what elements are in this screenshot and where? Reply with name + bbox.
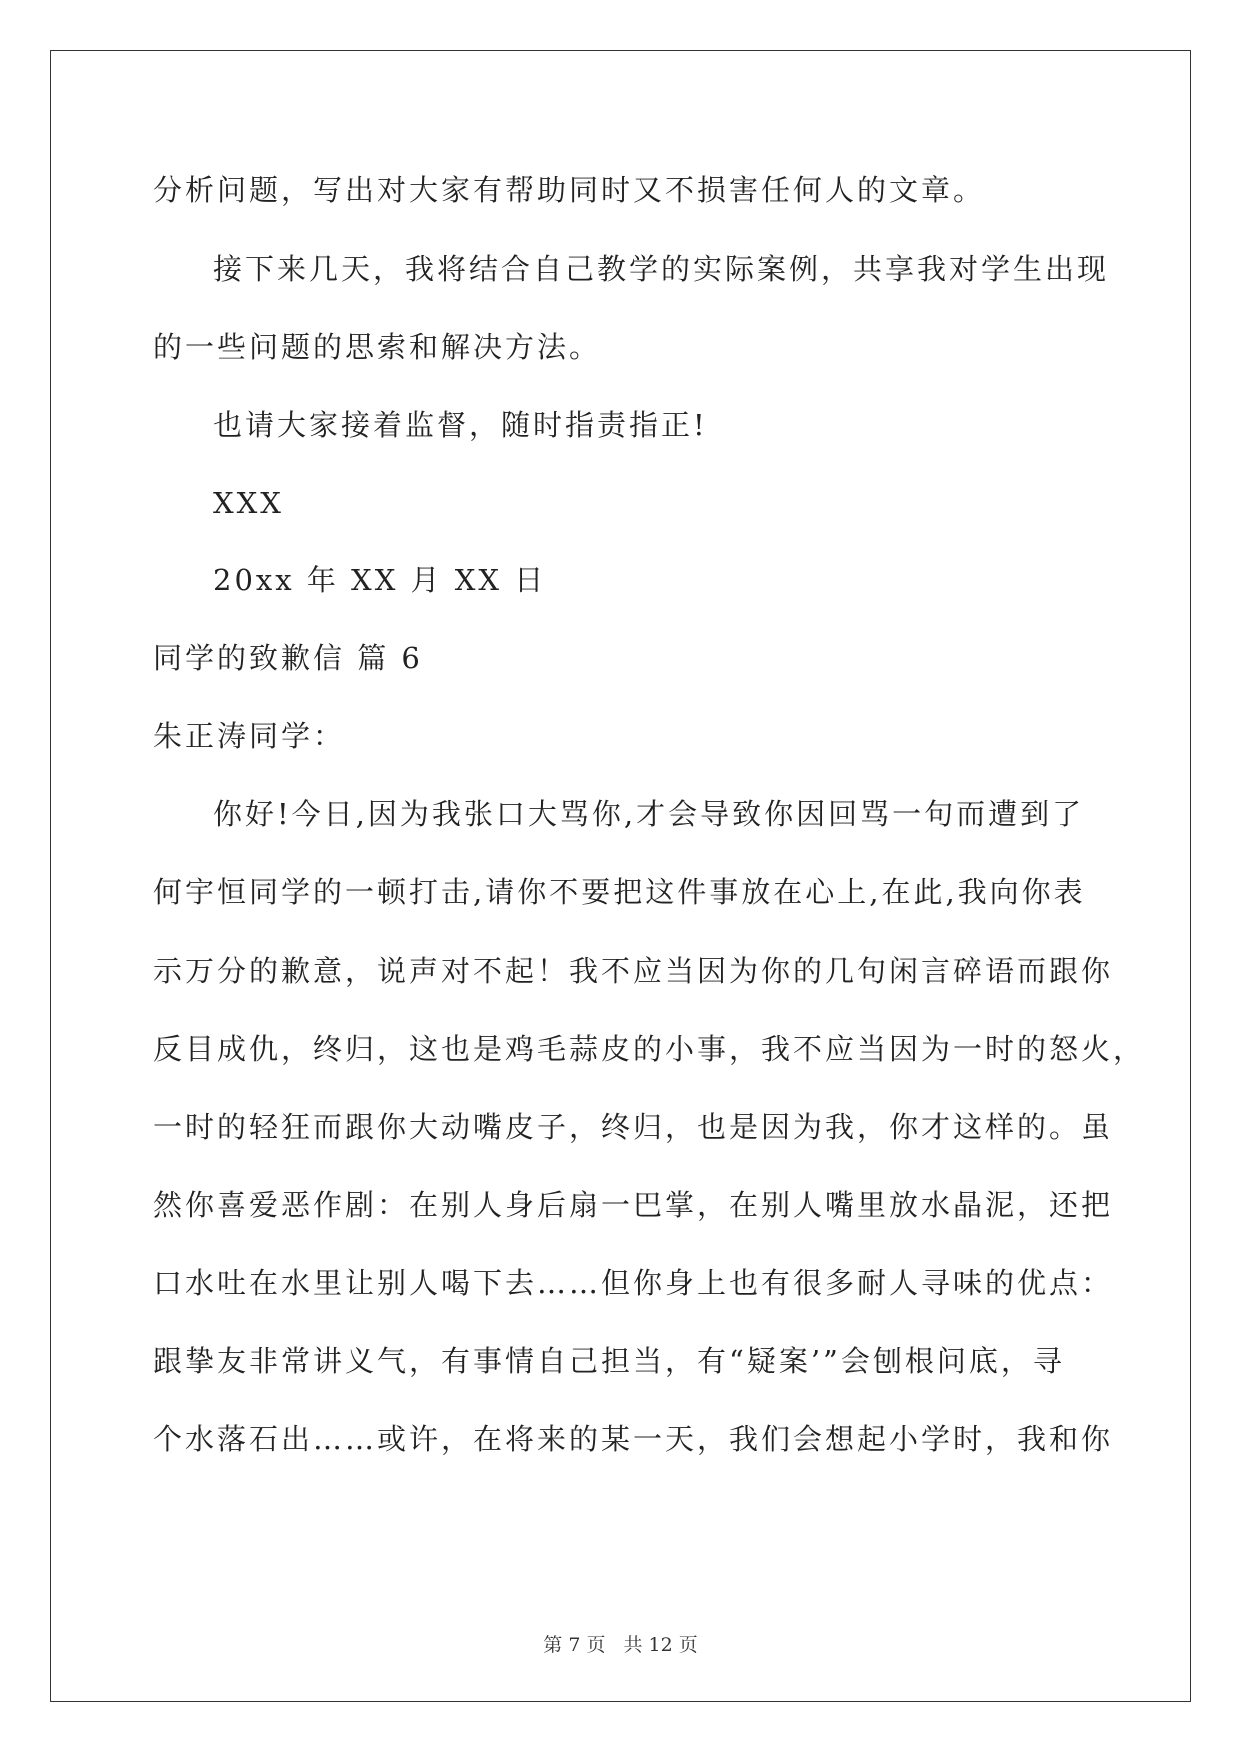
text-line: 跟挚友非常讲义气，有事情自己担当，有“疑案’”会刨根问底，寻 (153, 1344, 1065, 1378)
text-line: 示万分的歉意，说声对不起！我不应当因为你的几句闲言碎语而跟你 (153, 954, 1114, 988)
text-line: 反目成仇，终归，这也是鸡毛蒜皮的小事，我不应当因为一时的怒火， (153, 1032, 1146, 1066)
paragraph-line: 也请大家接着监督，随时指责指正! (213, 408, 708, 442)
text-line: 个水落石出……或许，在将来的某一天，我们会想起小学时，我和你 (153, 1422, 1114, 1456)
signature-name: XXX (213, 486, 284, 520)
text-line: 口水吐在水里让别人喝下去……但你身上也有很多耐人寻味的优点： (153, 1266, 1114, 1300)
text-line: 的一些问题的思索和解决方法。 (153, 330, 602, 364)
page-number-total: 共 12 页 (623, 1634, 698, 1656)
text-line: 然你喜爱恶作剧：在别人身后扇一巴掌，在别人嘴里放水晶泥，还把 (153, 1188, 1114, 1222)
paragraph-line: 接下来几天，我将结合自己教学的实际案例，共享我对学生出现 (213, 252, 1110, 286)
section-heading: 同学的致歉信 篇 6 (153, 641, 423, 675)
text-line: 何宇恒同学的一顿打击,请你不要把这件事放在心上,在此,我向你表 (153, 875, 1086, 909)
text-line: 一时的轻狂而跟你大动嘴皮子，终归，也是因为我，你才这样的。虽 (153, 1110, 1114, 1144)
text-line: 分析问题，写出对大家有帮助同时又不损害任何人的文章。 (153, 173, 986, 207)
salutation: 朱正涛同学： (153, 719, 346, 753)
paragraph-line: 你好!今日,因为我张口大骂你,才会导致你因回骂一句而遭到了 (213, 797, 1085, 831)
signature-date: 20xx 年 XX 月 XX 日 (213, 563, 547, 597)
page-footer (0, 1633, 1241, 1657)
page-number-current: 第 7 页 (543, 1634, 606, 1656)
